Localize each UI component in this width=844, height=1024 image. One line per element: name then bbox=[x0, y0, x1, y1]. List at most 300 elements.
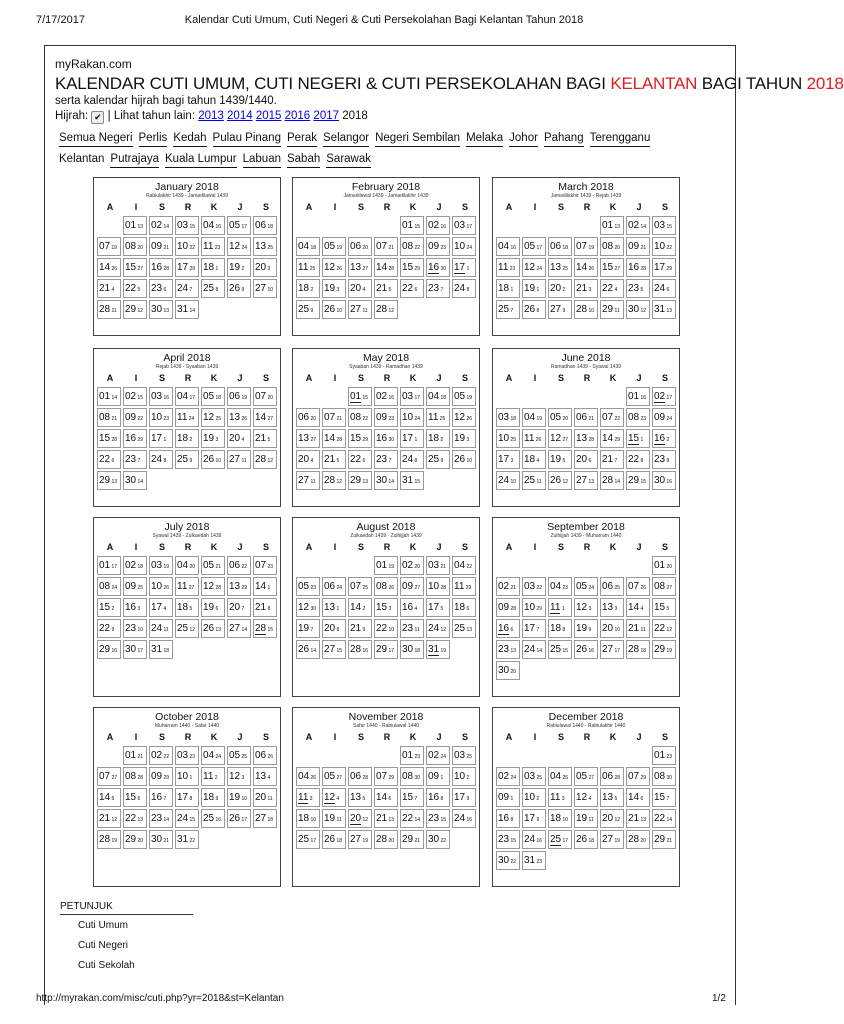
gregorian-day: 05 bbox=[524, 241, 536, 252]
hijri-day: 29 bbox=[464, 585, 472, 591]
day-cell bbox=[496, 598, 520, 617]
hijri-day: 29 bbox=[387, 775, 395, 781]
hijri-day: 29 bbox=[613, 437, 621, 443]
hijri-day: 8 bbox=[214, 287, 219, 293]
week-row bbox=[296, 746, 479, 767]
weekday-label: K bbox=[609, 542, 617, 552]
hijri-day: 22 bbox=[162, 754, 170, 760]
gregorian-day: 11 bbox=[298, 792, 309, 803]
hijri-day: 17 bbox=[465, 224, 473, 230]
hijri-day: 2 bbox=[439, 437, 444, 443]
day-cell bbox=[626, 577, 650, 596]
gregorian-day: 28 bbox=[376, 834, 388, 845]
hijri-day: 19 bbox=[535, 416, 543, 422]
day-cell bbox=[426, 746, 450, 765]
hijri-day: 22 bbox=[188, 838, 196, 844]
hijri-day: 16 bbox=[387, 395, 395, 401]
day-cell bbox=[496, 429, 520, 448]
hijri-range: Zulkaedah 1439 - Zulhijjah 1439 bbox=[350, 533, 422, 539]
state-link-selangor[interactable]: Selangor bbox=[323, 131, 369, 147]
day-cell bbox=[548, 300, 572, 319]
hijri-day: 15 bbox=[136, 395, 144, 401]
state-link-melaka[interactable]: Melaka bbox=[466, 131, 503, 147]
gregorian-day: 02 bbox=[498, 771, 510, 782]
day-cell bbox=[348, 237, 372, 256]
hijri-day: 30 bbox=[439, 266, 447, 272]
hijri-day: 25 bbox=[438, 416, 446, 422]
hijri-day: 17 bbox=[613, 648, 621, 654]
year-link-2014[interactable]: 2014 bbox=[227, 110, 253, 122]
day-cell bbox=[322, 450, 346, 469]
gregorian-day: 26 bbox=[203, 623, 215, 634]
gregorian-day: 25 bbox=[177, 623, 189, 634]
hijri-day: 29 bbox=[361, 437, 369, 443]
hijri-day: 13 bbox=[162, 308, 170, 314]
gregorian-day: 09 bbox=[498, 792, 510, 803]
gregorian-day: 02 bbox=[428, 750, 440, 761]
empty-cell bbox=[548, 387, 572, 406]
hijri-day: 20 bbox=[639, 838, 647, 844]
week-row bbox=[296, 237, 479, 258]
hijri-day: 20 bbox=[188, 564, 196, 570]
day-cell bbox=[227, 598, 251, 617]
gregorian-day: 29 bbox=[350, 475, 362, 486]
day-cell bbox=[496, 577, 520, 596]
hijri-day: 15 bbox=[413, 479, 421, 485]
day-cell bbox=[149, 216, 173, 235]
day-cell bbox=[374, 598, 398, 617]
hijri-day: 5 bbox=[387, 287, 392, 293]
holiday-day-cell bbox=[426, 258, 450, 277]
page-title bbox=[55, 74, 844, 94]
day-cell bbox=[600, 450, 624, 469]
site-name: myRakan.com bbox=[55, 57, 132, 71]
gregorian-day: 14 bbox=[99, 792, 111, 803]
gregorian-day: 20 bbox=[550, 283, 562, 294]
year-link-2013[interactable]: 2013 bbox=[198, 110, 224, 122]
hijri-range: Zulhijjah 1439 - Muharram 1440 bbox=[550, 533, 622, 539]
day-grid bbox=[296, 556, 479, 661]
day-cell bbox=[626, 216, 650, 235]
day-cell bbox=[496, 279, 520, 298]
weekday-label: R bbox=[184, 732, 192, 742]
gregorian-day: 03 bbox=[402, 391, 414, 402]
gregorian-day: 01 bbox=[402, 750, 414, 761]
hijri-day: 3 bbox=[308, 796, 313, 802]
gregorian-day: 28 bbox=[255, 623, 267, 634]
hijri-day: 8 bbox=[535, 308, 540, 314]
gregorian-day: 20 bbox=[576, 454, 588, 465]
hijri-day: 5 bbox=[439, 606, 444, 612]
holiday-day-cell bbox=[348, 809, 372, 828]
hijri-day: 18 bbox=[509, 416, 517, 422]
state-link-sabah[interactable]: Sabah bbox=[287, 152, 320, 168]
day-cell bbox=[626, 809, 650, 828]
empty-cell bbox=[496, 556, 520, 575]
gregorian-day: 15 bbox=[602, 262, 614, 273]
day-cell bbox=[400, 598, 424, 617]
day-cell bbox=[123, 767, 147, 786]
gregorian-day: 12 bbox=[550, 433, 562, 444]
day-cell bbox=[496, 471, 520, 490]
day-cell bbox=[149, 387, 173, 406]
hijri-day: 5 bbox=[613, 796, 618, 802]
gregorian-day: 15 bbox=[654, 602, 666, 613]
gregorian-day: 03 bbox=[177, 220, 189, 231]
hijri-day: 26 bbox=[110, 266, 118, 272]
day-cell bbox=[548, 788, 572, 807]
gregorian-day: 11 bbox=[498, 262, 509, 273]
gregorian-day: 29 bbox=[125, 834, 137, 845]
state-link-perak[interactable]: Perak bbox=[287, 131, 317, 147]
day-cell bbox=[97, 767, 121, 786]
gregorian-day: 05 bbox=[203, 560, 215, 571]
holiday-day-cell bbox=[253, 619, 277, 638]
day-cell bbox=[426, 577, 450, 596]
gregorian-day: 10 bbox=[454, 771, 466, 782]
gregorian-day: 12 bbox=[524, 262, 536, 273]
state-link-terengganu[interactable]: Terengganu bbox=[590, 131, 651, 147]
gregorian-day: 05 bbox=[576, 581, 588, 592]
gregorian-day: 23 bbox=[125, 454, 137, 465]
gregorian-day: 24 bbox=[151, 623, 163, 634]
weekday-label: K bbox=[210, 542, 218, 552]
hijri-day: 10 bbox=[509, 479, 517, 485]
hijri-day: 14 bbox=[240, 627, 248, 633]
gregorian-day: 23 bbox=[151, 813, 163, 824]
gregorian-day: 22 bbox=[654, 623, 666, 634]
hijrah-label: Hijrah: bbox=[55, 110, 89, 122]
day-cell bbox=[175, 300, 199, 319]
day-grid bbox=[97, 556, 280, 661]
day-cell bbox=[296, 237, 320, 256]
day-cell bbox=[574, 767, 598, 786]
gregorian-day: 06 bbox=[255, 750, 267, 761]
empty-cell bbox=[574, 216, 598, 235]
day-cell bbox=[348, 830, 372, 849]
day-cell bbox=[522, 851, 546, 870]
gregorian-day: 27 bbox=[602, 644, 614, 655]
gregorian-day: 22 bbox=[125, 813, 137, 824]
state-link-labuan[interactable]: Labuan bbox=[243, 152, 281, 168]
day-cell bbox=[227, 258, 251, 277]
gregorian-day: 30 bbox=[151, 304, 163, 315]
weekday-label: I bbox=[533, 373, 537, 383]
gregorian-day: 20 bbox=[229, 602, 241, 613]
weekday-label: S bbox=[357, 202, 364, 212]
day-cell bbox=[97, 408, 121, 427]
gregorian-day: 10 bbox=[402, 412, 414, 423]
state-link-pulau-pinang[interactable]: Pulau Pinang bbox=[213, 131, 281, 147]
day-cell bbox=[348, 598, 372, 617]
day-cell bbox=[253, 746, 277, 765]
gregorian-day: 05 bbox=[229, 750, 241, 761]
day-cell bbox=[201, 788, 225, 807]
day-cell bbox=[374, 258, 398, 277]
gregorian-day: 20 bbox=[324, 623, 336, 634]
gregorian-day: 04 bbox=[498, 241, 510, 252]
holiday-day-cell bbox=[626, 429, 650, 448]
state-link-pahang[interactable]: Pahang bbox=[544, 131, 584, 147]
day-cell bbox=[374, 556, 398, 575]
hijri-day: 4 bbox=[240, 437, 245, 443]
hijri-day: 17 bbox=[240, 224, 248, 230]
state-link-kedah[interactable]: Kedah bbox=[173, 131, 206, 147]
hijri-day: 27 bbox=[110, 775, 118, 781]
hijri-day: 4 bbox=[613, 287, 618, 293]
weekday-label: R bbox=[583, 732, 591, 742]
gregorian-day: 01 bbox=[602, 220, 614, 231]
weekday-label: S bbox=[262, 732, 269, 742]
gregorian-day: 05 bbox=[203, 391, 215, 402]
day-cell bbox=[574, 788, 598, 807]
gregorian-day: 04 bbox=[298, 771, 310, 782]
hijri-day: 22 bbox=[665, 245, 673, 251]
gregorian-day: 17 bbox=[151, 602, 163, 613]
day-cell bbox=[626, 767, 650, 786]
hijri-day: 14 bbox=[387, 479, 395, 485]
gregorian-day: 30 bbox=[654, 475, 666, 486]
gregorian-day: 25 bbox=[550, 644, 562, 655]
hijri-day: 16 bbox=[110, 648, 118, 654]
day-cell bbox=[426, 216, 450, 235]
hijri-day: 23 bbox=[413, 754, 421, 760]
year-link-2017[interactable]: 2017 bbox=[313, 110, 340, 122]
gregorian-day: 03 bbox=[654, 220, 666, 231]
gregorian-day: 25 bbox=[298, 834, 310, 845]
gregorian-day: 18 bbox=[203, 792, 215, 803]
hijri-day: 12 bbox=[439, 627, 447, 633]
hijri-day: 19 bbox=[335, 245, 343, 251]
hijri-day: 22 bbox=[136, 416, 144, 422]
weekday-label: S bbox=[661, 542, 668, 552]
hijri-day: 7 bbox=[509, 308, 514, 314]
gregorian-day: 17 bbox=[454, 262, 466, 273]
gregorian-day: 19 bbox=[524, 283, 536, 294]
week-row bbox=[496, 788, 679, 809]
hijri-day: 20 bbox=[509, 669, 517, 675]
gregorian-day: 10 bbox=[454, 241, 466, 252]
hijri-day: 1 bbox=[214, 266, 219, 272]
day-cell bbox=[400, 258, 424, 277]
day-cell bbox=[149, 619, 173, 638]
hijri-day: 26 bbox=[162, 585, 170, 591]
gregorian-day: 16 bbox=[125, 433, 137, 444]
day-cell bbox=[175, 788, 199, 807]
gregorian-day: 07 bbox=[628, 771, 640, 782]
weekday-header bbox=[296, 732, 479, 742]
day-cell bbox=[97, 640, 121, 659]
gregorian-day: 25 bbox=[498, 304, 510, 315]
day-cell bbox=[600, 767, 624, 786]
gregorian-day: 31 bbox=[524, 855, 536, 866]
gregorian-day: 14 bbox=[350, 602, 362, 613]
day-cell bbox=[452, 387, 476, 406]
day-cell bbox=[175, 767, 199, 786]
day-cell bbox=[574, 408, 598, 427]
day-cell bbox=[652, 598, 676, 617]
state-link-negeri-sembilan[interactable]: Negeri Sembilan bbox=[375, 131, 460, 147]
weekday-label: J bbox=[237, 202, 243, 212]
hijri-day: 9 bbox=[188, 458, 193, 464]
day-cell bbox=[522, 788, 546, 807]
gregorian-day: 27 bbox=[576, 475, 588, 486]
day-cell bbox=[201, 556, 225, 575]
gregorian-day: 03 bbox=[151, 560, 163, 571]
hijri-day: 9 bbox=[240, 287, 245, 293]
hijri-day: 24 bbox=[439, 754, 447, 760]
hijri-day: 18 bbox=[587, 838, 595, 844]
hijri-range: Safar 1440 - Rabiulawal 1440 bbox=[353, 723, 419, 729]
hijri-day: 22 bbox=[509, 859, 517, 865]
weekday-label: R bbox=[184, 373, 192, 383]
hijri-day: 8 bbox=[465, 287, 470, 293]
day-cell bbox=[400, 216, 424, 235]
week-row bbox=[296, 258, 479, 279]
empty-cell bbox=[626, 746, 650, 765]
gregorian-day: 06 bbox=[229, 560, 241, 571]
title-year: 2018 bbox=[806, 74, 844, 93]
hijri-day: 11 bbox=[266, 796, 273, 802]
gregorian-day: 22 bbox=[654, 813, 666, 824]
gregorian-day: 30 bbox=[628, 304, 640, 315]
hijri-day: 3 bbox=[465, 437, 470, 443]
weekday-label: J bbox=[436, 373, 442, 383]
hijri-day: 6 bbox=[110, 458, 115, 464]
hijri-day: 1 bbox=[465, 266, 470, 272]
state-link-sarawak[interactable]: Sarawak bbox=[326, 152, 371, 168]
week-row bbox=[97, 746, 280, 767]
hijri-range: Rejab 1439 - Syaaban 1439 bbox=[155, 364, 219, 370]
gregorian-day: 24 bbox=[524, 644, 536, 655]
gregorian-day: 13 bbox=[298, 433, 310, 444]
month-name: June 2018 bbox=[561, 352, 611, 364]
gregorian-day: 14 bbox=[324, 433, 336, 444]
day-cell bbox=[522, 640, 546, 659]
gregorian-day: 09 bbox=[151, 771, 163, 782]
day-cell bbox=[452, 450, 476, 469]
gregorian-day: 20 bbox=[255, 262, 267, 273]
day-cell bbox=[175, 598, 199, 617]
weekday-label: S bbox=[661, 202, 668, 212]
hijri-day: 16 bbox=[639, 395, 647, 401]
day-cell bbox=[97, 577, 121, 596]
day-cell bbox=[201, 429, 225, 448]
state-link-johor[interactable]: Johor bbox=[509, 131, 538, 147]
hijri-day: 3 bbox=[587, 606, 592, 612]
legend-title: PETUNJUK bbox=[60, 901, 113, 912]
day-cell bbox=[400, 809, 424, 828]
gregorian-day: 16 bbox=[628, 262, 640, 273]
day-cell bbox=[123, 809, 147, 828]
day-cell bbox=[175, 237, 199, 256]
gregorian-day: 02 bbox=[498, 581, 510, 592]
gregorian-day: 27 bbox=[602, 834, 614, 845]
day-cell bbox=[374, 767, 398, 786]
hijri-range: Muharram 1440 - Safar 1440 bbox=[154, 723, 220, 729]
hijri-day: 3 bbox=[387, 606, 392, 612]
day-cell bbox=[426, 767, 450, 786]
day-cell bbox=[227, 619, 251, 638]
weekday-label: K bbox=[409, 202, 417, 212]
hijri-day: 9 bbox=[465, 796, 470, 802]
gregorian-day: 15 bbox=[125, 792, 137, 803]
day-cell bbox=[426, 598, 450, 617]
week-row bbox=[496, 429, 679, 450]
day-grid bbox=[496, 746, 679, 872]
weekday-label: J bbox=[436, 202, 442, 212]
weekday-label: J bbox=[636, 373, 642, 383]
day-cell bbox=[149, 788, 173, 807]
day-cell bbox=[253, 577, 277, 596]
day-cell bbox=[227, 450, 251, 469]
hijri-day: 25 bbox=[613, 585, 621, 591]
hijri-day: 27 bbox=[587, 775, 595, 781]
gregorian-day: 03 bbox=[498, 412, 510, 423]
week-row bbox=[296, 640, 479, 661]
empty-cell bbox=[574, 556, 598, 575]
state-nav bbox=[59, 128, 699, 170]
hijri-day: 22 bbox=[240, 564, 248, 570]
week-row bbox=[296, 830, 479, 851]
year-link-2015[interactable]: 2015 bbox=[255, 110, 282, 122]
hijri-day: 29 bbox=[535, 606, 543, 612]
day-cell bbox=[322, 237, 346, 256]
hijri-day: 2 bbox=[240, 266, 245, 272]
weekday-label: I bbox=[333, 732, 337, 742]
gregorian-day: 29 bbox=[402, 834, 414, 845]
day-cell bbox=[175, 450, 199, 469]
day-cell bbox=[496, 450, 520, 469]
year-link-2016[interactable]: 2016 bbox=[284, 110, 311, 122]
gregorian-day: 28 bbox=[628, 644, 640, 655]
hijri-day: 8 bbox=[561, 627, 566, 633]
state-link-semua-negeri[interactable]: Semua Negeri bbox=[59, 131, 133, 147]
hijri-day: 10 bbox=[214, 458, 222, 464]
day-cell bbox=[123, 387, 147, 406]
hijri-day: 15 bbox=[509, 838, 517, 844]
state-link-putrajaya[interactable]: Putrajaya bbox=[110, 152, 159, 168]
gregorian-day: 26 bbox=[229, 813, 241, 824]
week-row bbox=[296, 429, 479, 450]
hijri-day: 5 bbox=[561, 458, 566, 464]
state-link-perlis[interactable]: Perlis bbox=[139, 131, 168, 147]
day-grid bbox=[496, 216, 679, 321]
day-cell bbox=[123, 830, 147, 849]
day-cell bbox=[426, 809, 450, 828]
day-cell bbox=[322, 619, 346, 638]
state-link-kuala-lumpur[interactable]: Kuala Lumpur bbox=[165, 152, 237, 168]
gregorian-day: 04 bbox=[550, 581, 562, 592]
gregorian-day: 16 bbox=[428, 792, 440, 803]
weekday-label: J bbox=[436, 732, 442, 742]
day-cell bbox=[574, 450, 598, 469]
day-cell bbox=[227, 767, 251, 786]
hijrah-checkbox[interactable]: ✔ bbox=[91, 111, 104, 124]
holiday-day-cell bbox=[426, 640, 450, 659]
other-years-label: | Lihat tahun lain: bbox=[107, 110, 196, 122]
day-cell bbox=[97, 788, 121, 807]
hijri-day: 27 bbox=[613, 266, 621, 272]
empty-cell bbox=[296, 216, 320, 235]
gregorian-day: 14 bbox=[376, 792, 388, 803]
day-cell bbox=[253, 387, 277, 406]
hijri-day: 27 bbox=[335, 775, 343, 781]
weekday-label: S bbox=[158, 202, 165, 212]
weekday-label: K bbox=[210, 202, 218, 212]
hijri-day: 29 bbox=[639, 775, 647, 781]
hijri-range: Jamadilakhir 1439 - Rejab 1439 bbox=[550, 193, 622, 199]
